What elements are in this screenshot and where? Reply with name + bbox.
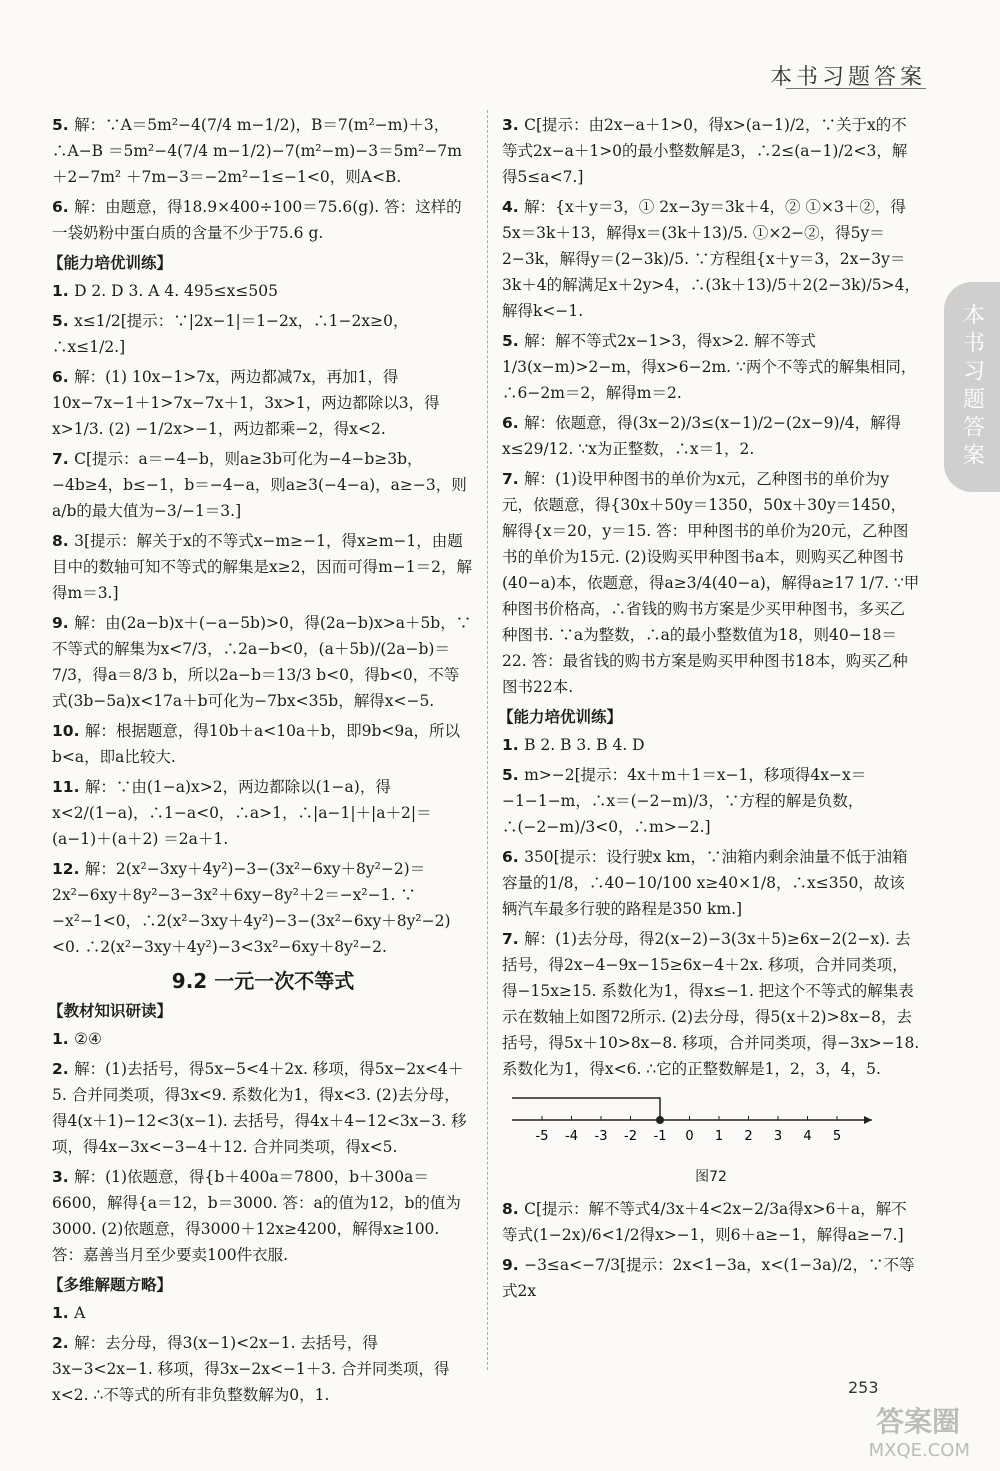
answer-number: 10. (52, 722, 85, 740)
answer-number: 3. (502, 116, 525, 134)
answer-number: 5. (52, 312, 75, 330)
answer-item (502, 1252, 920, 1304)
answer-item (52, 774, 474, 852)
answer-text: 解：去分母，得3(x−1)<2x−1. 去括号，得3x−3<2x−1. 移项，得3x−2x<−1＋3. 合并同类项，得x<2. ∴不等式的所有非负整数解为0，1. (52, 1334, 450, 1404)
tick-label: -3 (594, 1129, 608, 1144)
answer-number: 7. (502, 930, 525, 948)
right-column (498, 112, 920, 1308)
tick-label: 3 (773, 1129, 783, 1144)
watermark-url: MXQE.COM (868, 1440, 970, 1461)
answer-number: 6. (502, 414, 525, 432)
section-heading: 【能力培优训练】 (498, 708, 623, 726)
answer-number: 1. (52, 1030, 75, 1048)
answer-number: 3. (52, 1168, 75, 1186)
answer-number: 12. (52, 860, 85, 878)
answer-text: 解：{x＋y＝3，① 2x−3y＝3k＋4，② ①×3＋②，得5x＝3k＋13，解得x＝(3k＋13)/5. ①×2−②，得5y＝2−3k，解得y＝(2−3k)/5. ∵方程组{x＋y＝3，2x−3y＝3k＋4的解满足x＋2y>4，∴(3k＋13)/5＋2(2−3k)/5>4，解得k<−1. (502, 198, 920, 320)
tick-label: -4 (565, 1129, 578, 1144)
answer-item (502, 1196, 920, 1248)
answer-item (502, 410, 920, 462)
figure-caption: 图72 (695, 1169, 727, 1185)
answer-item (502, 926, 920, 1082)
answer-number: 2. (52, 1060, 75, 1078)
section-heading: 【教材知识研读】 (48, 1002, 173, 1020)
answer-item (502, 328, 920, 406)
tick-label: 4 (803, 1129, 812, 1144)
number-line-figure (502, 1086, 920, 1190)
answer-text: 解：由题意，得18.9×400÷100＝75.6(g). 答：这样的一袋奶粉中蛋白质的含量不少于75.6 g. (52, 198, 462, 242)
tick-label: 2 (744, 1129, 753, 1144)
answer-text: C[提示：解不等式4/3x＋4<2x−2/3a得x>6＋a，解不等式(1−2x)/6<1/2得x>−1，则6＋a≥−1，解得a≥−7.] (502, 1200, 907, 1244)
answer-text: 350[提示：设行驶x km，∵油箱内剩余油量不低于油箱容量的1/8，∴40−10/100 x≥40×1/8，∴x≤350，故该辆汽车最多行驶的路程是350 km.] (502, 848, 908, 918)
answer-number: 6. (52, 198, 75, 216)
answer-item (52, 446, 474, 524)
answer-item (52, 1330, 474, 1408)
answer-item (52, 1026, 474, 1052)
number-line (502, 1086, 882, 1156)
answer-text: 解：由(2a−b)x＋(−a−5b)>0，得(2a−b)x>a＋5b，∵不等式的解集为x<7/3，∴2a−b<0，(a＋5b)/(2a−b)＝7/3，得a＝8/3 b，所以2a−b＝13/3 b<0，得b<0，不等式(3b−5a)x<17a＋b可化为−7bx<35b，解得x<−5. (52, 614, 472, 710)
answer-text: 解：根据题意，得10b＋a<10a＋b，即9b<9a，所以b<a，即a比较大. (52, 722, 460, 766)
answer-number: 8. (52, 532, 75, 550)
side-tab (944, 282, 1000, 492)
answer-item (52, 194, 474, 246)
answer-text: 解：(1)设甲种图书的单价为x元，乙种图书的单价为y元，依题意，得{30x＋50y＝1350，50x＋30y＝1450，解得{x＝20，y＝15. 答：甲种图书的单价为20元，乙种图书的单价为15元. (2)设购买甲种图书a本，则购买乙种图书(40−a)本，依题意，得a≥3/4(40−a)，解得a≥17 1/7. ∵甲种图书价格高，∴省钱的购书方案是少买甲种图书，多买乙种图书. ∵a为整数，∴a的最小整数值为18，则40−18＝22. 答：最省钱的购书方案是购买甲种图书18本，购买乙种图书22本. (502, 470, 920, 696)
answer-item (52, 278, 474, 304)
answer-text: 解：解不等式2x−1>3，得x>2. 解不等式1/3(x−m)>2−m，得x>6−2m. ∵两个不等式的解集相同，∴6−2m＝2，解得m＝2. (502, 332, 917, 402)
answer-item (52, 1164, 474, 1268)
answer-text: C[提示：由2x−a＋1>0，得x>(a−1)/2，∵关于x的不等式2x−a＋1>0的最小整数解是3，∴2≤(a−1)/2<3，解得5≤a<7.] (502, 116, 908, 186)
answer-number: 11. (52, 778, 85, 796)
answer-item (502, 844, 920, 922)
marked-point (656, 1116, 664, 1124)
answer-item (52, 528, 474, 606)
answer-item (502, 194, 920, 324)
answer-number: 5. (502, 766, 525, 784)
side-tab-label: 本书习题答案 (959, 303, 985, 471)
answer-item (502, 112, 920, 190)
answer-text: 3[提示：解关于x的不等式x−m≥−1，得x≥m−1，由题目中的数轴可知不等式的解集是x≥2，因而可得m−1＝2，解得m＝3.] (52, 532, 473, 602)
answer-text: 解：∵由(1−a)x>2，两边都除以(1−a)，得x<2/(1−a)，∴1−a<0，∴a>1，∴|a−1|＋|a＋2|＝(a−1)＋(a＋2) ＝2a＋1. (52, 778, 432, 848)
answer-text: A (74, 1304, 86, 1322)
header-title: 本书习题答案 (769, 65, 926, 90)
answer-number: 4. (502, 198, 525, 216)
answer-item (52, 112, 474, 190)
answer-text: m>−2[提示：4x＋m＋1＝x−1，移项得4x−x＝−1−1−m，∴x＝(−2−m)/3，∵方程的解是负数，∴(−2−m)/3<0，∴m>−2.] (502, 766, 867, 836)
answer-text: −3≤a<−7/3[提示：2x<1−3a，x<(1−3a)/2，∵不等式2x (502, 1256, 915, 1300)
answer-text: 解：依题意，得(3x−2)/3≤(x−1)/2−(2x−9)/4，解得x≤29/12. ∵x为正整数，∴x＝1，2. (502, 414, 902, 458)
solution-ray (512, 1098, 660, 1120)
tick-label: -5 (535, 1129, 549, 1144)
answer-number: 9. (502, 1256, 525, 1274)
section-heading: 【多维解题方略】 (48, 1276, 173, 1294)
column-divider (487, 110, 488, 1370)
answer-number: 1. (52, 282, 75, 300)
answer-number: 1. (502, 736, 525, 754)
answer-item (52, 1056, 474, 1160)
answer-item (52, 718, 474, 770)
answer-number: 1. (52, 1304, 75, 1322)
answer-text: 解：(1)去括号，得5x−5<4＋2x. 移项，得5x−2x<4＋5. 合并同类项，得3x<9. 系数化为1，得x<3. (2)去分母，得4(x＋1)−12<3(x−1). 去括号，得4x＋4−12<3x−3. 移项，得4x−3x<−3−4＋12. 合并同类项，得x<5. (52, 1060, 467, 1156)
answer-text: 解：(1)依题意，得{b＋400a＝7800，b＋300a＝6600，解得{a＝12，b＝3000. 答：a的值为12，b的值为3000. (2)依题意，得3000＋12x≥4200，解得x≥100. 答：嘉善当月至少要卖100件衣服. (52, 1168, 461, 1264)
answer-number: 7. (502, 470, 525, 488)
answer-item (502, 762, 920, 840)
answer-number: 5. (52, 116, 75, 134)
chapter-title: 9.2 一元一次不等式 (171, 969, 355, 993)
answer-number: 2. (52, 1334, 75, 1352)
answer-number: 5. (502, 332, 525, 350)
answer-item (52, 610, 474, 714)
answer-text: x≤1/2[提示：∵|2x−1|＝1−2x，∴1−2x≥0，∴x≤1/2.] (52, 312, 409, 356)
answer-number: 9. (52, 614, 75, 632)
answer-text: 解：(1)去分母，得2(x−2)−3(3x＋5)≥6x−2(2−x). 去括号，得2x−4−9x−15≥6x−4＋2x. 移项，合并同类项，得−15x≥15. 系数化为1，得x≤−1. 把这个不等式的解集表示在数轴上如图72所示. (2)去分母，得5(x＋2)>8x−8，去括号，得5x＋10>8x−8. 移项，合并同类项，得−3x>−18. 系数化为1，得x<6. ∴它的正整数解是1，2，3，4，5. (502, 930, 920, 1078)
answer-text: 解：(1) 10x−1>7x，两边都减7x，再加1，得10x−7x−1＋1>7x−7x＋1，3x>1，两边都除以3，得x>1/3. (2) −1/2x>−1，两边都乘−2，得x<2. (52, 368, 440, 438)
answer-item (502, 732, 920, 758)
answer-text: ②④ (74, 1030, 102, 1048)
answer-item (502, 466, 920, 700)
answer-number: 6. (502, 848, 525, 866)
tick-label: 5 (832, 1129, 842, 1144)
tick-label: 1 (714, 1129, 724, 1144)
answer-item (52, 364, 474, 442)
answer-text: 解：∵A＝5m²−4(7/4 m−1/2)，B＝7(m²−m)＋3，∴A−B ＝5m²−4(7/4 m−1/2)−7(m²−m)−3＝5m²−7m＋2−7m² ＋7m−3＝−2m²−1≤−1<0，则A<B. (52, 116, 462, 186)
answer-number: 7. (52, 450, 75, 468)
answer-item (52, 308, 474, 360)
answer-item (52, 1300, 474, 1326)
answer-text: D 2. D 3. A 4. 495≤x≤505 (74, 282, 278, 300)
answer-number: 8. (502, 1200, 525, 1218)
answer-text: 解：2(x²−3xy＋4y²)−3−(3x²−6xy＋8y²−2)＝2x²−6xy＋8y²−3−3x²＋6xy−8y²＋2＝−x²−1. ∵ −x²−1<0，∴2(x²−3xy＋4y²)−3−(3x²−6xy＋8y²−2)<0. ∴2(x²−3xy＋4y²)−3<3x²−6xy＋8y²−2. (52, 860, 451, 956)
tick-label: -2 (624, 1129, 637, 1144)
page-header (0, 0, 1000, 90)
axis-arrow (864, 1116, 872, 1124)
section-heading: 【能力培优训练】 (48, 254, 173, 272)
answer-text: B 2. B 3. B 4. D (524, 736, 645, 754)
left-column (48, 112, 474, 1412)
answer-number: 6. (52, 368, 75, 386)
answer-text: C[提示：a＝−4−b，则a≥3b可化为−4−b≥3b，−4b≥4，b≤−1，b＝−4−a，则a≥3(−4−a)，a≥−3，则a/b的最大值为−3/−1＝3.] (52, 450, 467, 520)
watermark-logo: 答案圈 (875, 1405, 960, 1438)
page-number: 253 (848, 1378, 879, 1397)
header-rule (786, 88, 926, 89)
tick-label: -1 (653, 1129, 667, 1144)
tick-label: 0 (685, 1129, 694, 1144)
answer-item (52, 856, 474, 960)
